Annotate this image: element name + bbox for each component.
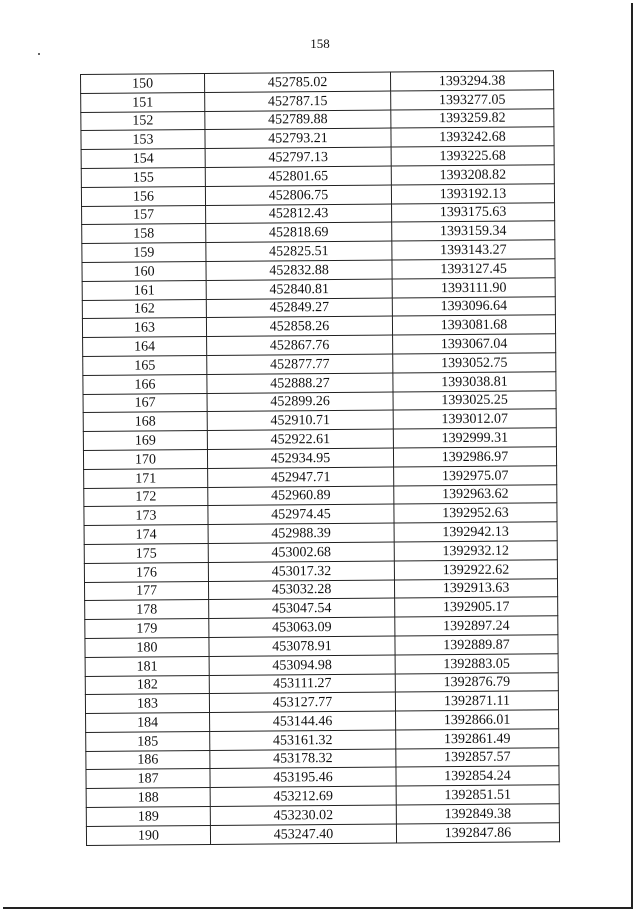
x-coordinate-cell: 453017.32 (208, 561, 394, 581)
y-coordinate-cell: 1393192.13 (391, 184, 554, 204)
y-coordinate-cell: 1393143.27 (392, 240, 555, 260)
y-coordinate-cell: 1393277.05 (391, 90, 554, 110)
point-number-cell: 160 (82, 261, 206, 281)
point-number-cell: 173 (84, 506, 208, 526)
point-number-cell: 163 (82, 318, 206, 338)
x-coordinate-cell: 453127.77 (209, 692, 395, 712)
point-number-cell: 183 (85, 694, 209, 714)
x-coordinate-cell: 452812.43 (206, 204, 392, 224)
scan-speck (38, 53, 40, 55)
x-coordinate-cell: 452858.26 (206, 316, 392, 336)
x-coordinate-cell: 453063.09 (209, 617, 395, 637)
point-number-cell: 155 (81, 168, 205, 188)
y-coordinate-cell: 1393225.68 (391, 146, 554, 166)
y-coordinate-cell: 1393096.64 (392, 296, 555, 316)
x-coordinate-cell: 452877.77 (207, 354, 393, 374)
point-number-cell: 182 (85, 675, 209, 695)
x-coordinate-cell: 452832.88 (206, 260, 392, 280)
point-number-cell: 184 (86, 713, 210, 733)
point-number-cell: 162 (82, 299, 206, 319)
point-number-cell: 176 (84, 562, 208, 582)
point-number-cell: 177 (84, 581, 208, 601)
point-number-cell: 154 (81, 149, 205, 169)
point-number-cell: 161 (82, 280, 206, 300)
point-number-cell: 181 (85, 656, 209, 676)
y-coordinate-cell: 1392851.51 (396, 785, 559, 805)
x-coordinate-cell: 452947.71 (208, 467, 394, 487)
point-number-cell: 152 (81, 111, 205, 131)
y-coordinate-cell: 1393052.75 (393, 353, 556, 373)
point-number-cell: 186 (86, 750, 210, 770)
x-coordinate-cell: 452818.69 (206, 222, 392, 242)
y-coordinate-cell: 1393159.34 (392, 221, 555, 241)
y-coordinate-cell: 1393038.81 (393, 372, 556, 392)
point-number-cell: 167 (83, 393, 207, 413)
y-coordinate-cell: 1393111.90 (392, 278, 555, 298)
y-coordinate-cell: 1392883.05 (395, 653, 558, 673)
y-coordinate-cell: 1392861.49 (396, 729, 559, 749)
y-coordinate-cell: 1393259.82 (391, 108, 554, 128)
point-number-cell: 189 (86, 807, 210, 827)
x-coordinate-cell: 453078.91 (209, 636, 395, 656)
x-coordinate-cell: 453212.69 (210, 786, 396, 806)
point-number-cell: 188 (86, 788, 210, 808)
y-coordinate-cell: 1392897.24 (395, 616, 558, 636)
y-coordinate-cell: 1392866.01 (396, 710, 559, 730)
x-coordinate-cell: 452787.15 (205, 91, 391, 111)
point-number-cell: 169 (83, 431, 207, 451)
coordinates-table-body (81, 71, 560, 845)
y-coordinate-cell: 1393175.63 (392, 202, 555, 222)
point-number-cell: 168 (83, 412, 207, 432)
y-coordinate-cell: 1393127.45 (392, 259, 555, 279)
y-coordinate-cell: 1393081.68 (392, 315, 555, 335)
point-number-cell: 187 (86, 769, 210, 789)
x-coordinate-cell: 453144.46 (210, 711, 396, 731)
point-number-cell: 165 (83, 355, 207, 375)
y-coordinate-cell: 1393067.04 (393, 334, 556, 354)
x-coordinate-cell: 453032.28 (208, 580, 394, 600)
y-coordinate-cell: 1392905.17 (395, 597, 558, 617)
coordinates-table (80, 70, 560, 845)
x-coordinate-cell: 452801.65 (205, 166, 391, 186)
y-coordinate-cell: 1392986.97 (393, 447, 556, 467)
y-coordinate-cell: 1392942.13 (394, 522, 557, 542)
page-number: 158 (310, 36, 330, 51)
point-number-cell: 164 (83, 337, 207, 357)
y-coordinate-cell: 1392963.62 (394, 484, 557, 504)
point-number-cell: 174 (84, 525, 208, 545)
y-coordinate-cell: 1392854.24 (396, 766, 559, 786)
x-coordinate-cell: 453047.54 (209, 598, 395, 618)
x-coordinate-cell: 453094.98 (209, 655, 395, 675)
point-number-cell: 190 (86, 825, 210, 845)
x-coordinate-cell: 452910.71 (207, 410, 393, 430)
x-coordinate-cell: 452797.13 (205, 147, 391, 167)
x-coordinate-cell: 452934.95 (207, 448, 393, 468)
point-number-cell: 157 (82, 205, 206, 225)
point-number-cell: 156 (81, 186, 205, 206)
point-number-cell: 178 (85, 600, 209, 620)
y-coordinate-cell: 1392876.79 (395, 672, 558, 692)
y-coordinate-cell: 1393025.25 (393, 390, 556, 410)
point-number-cell: 150 (81, 74, 205, 94)
y-coordinate-cell: 1393294.38 (390, 71, 553, 91)
point-number-cell: 172 (84, 487, 208, 507)
x-coordinate-cell: 452899.26 (207, 392, 393, 412)
y-coordinate-cell: 1392922.62 (394, 559, 557, 579)
table-row (86, 823, 559, 846)
point-number-cell: 179 (85, 619, 209, 639)
x-coordinate-cell: 452888.27 (207, 373, 393, 393)
x-coordinate-cell: 452867.76 (207, 335, 393, 355)
y-coordinate-cell: 1392952.63 (394, 503, 557, 523)
x-coordinate-cell: 452825.51 (206, 241, 392, 261)
y-coordinate-cell: 1392999.31 (393, 428, 556, 448)
point-number-cell: 151 (81, 92, 205, 112)
x-coordinate-cell: 452922.61 (207, 429, 393, 449)
x-coordinate-cell: 453230.02 (210, 805, 396, 825)
x-coordinate-cell: 453111.27 (209, 674, 395, 694)
point-number-cell: 159 (82, 243, 206, 263)
x-coordinate-cell: 452960.89 (208, 486, 394, 506)
point-number-cell: 175 (84, 543, 208, 563)
point-number-cell: 170 (83, 449, 207, 469)
point-number-cell: 158 (82, 224, 206, 244)
y-coordinate-cell: 1393208.82 (391, 165, 554, 185)
x-coordinate-cell: 452974.45 (208, 504, 394, 524)
y-coordinate-cell: 1392847.86 (396, 823, 559, 843)
x-coordinate-cell: 452849.27 (206, 298, 392, 318)
x-coordinate-cell: 453178.32 (210, 749, 396, 769)
y-coordinate-cell: 1392975.07 (394, 466, 557, 486)
point-number-cell: 180 (85, 637, 209, 657)
x-coordinate-cell: 452988.39 (208, 523, 394, 543)
y-coordinate-cell: 1392857.57 (396, 747, 559, 767)
y-coordinate-cell: 1392849.38 (396, 804, 559, 824)
x-coordinate-cell: 452789.88 (205, 110, 391, 130)
y-coordinate-cell: 1393242.68 (391, 127, 554, 147)
point-number-cell: 171 (84, 468, 208, 488)
y-coordinate-cell: 1392871.11 (395, 691, 558, 711)
x-coordinate-cell: 453161.32 (210, 730, 396, 750)
point-number-cell: 166 (83, 374, 207, 394)
x-coordinate-cell: 452840.81 (206, 279, 392, 299)
x-coordinate-cell: 452785.02 (205, 72, 391, 92)
y-coordinate-cell: 1392913.63 (394, 578, 557, 598)
point-number-cell: 153 (81, 130, 205, 150)
x-coordinate-cell: 453002.68 (208, 542, 394, 562)
y-coordinate-cell: 1392932.12 (394, 541, 557, 561)
y-coordinate-cell: 1393012.07 (393, 409, 556, 429)
x-coordinate-cell: 453247.40 (210, 824, 396, 844)
x-coordinate-cell: 452806.75 (205, 185, 391, 205)
point-number-cell: 185 (86, 731, 210, 751)
y-coordinate-cell: 1392889.87 (395, 635, 558, 655)
x-coordinate-cell: 452793.21 (205, 128, 391, 148)
x-coordinate-cell: 453195.46 (210, 768, 396, 788)
